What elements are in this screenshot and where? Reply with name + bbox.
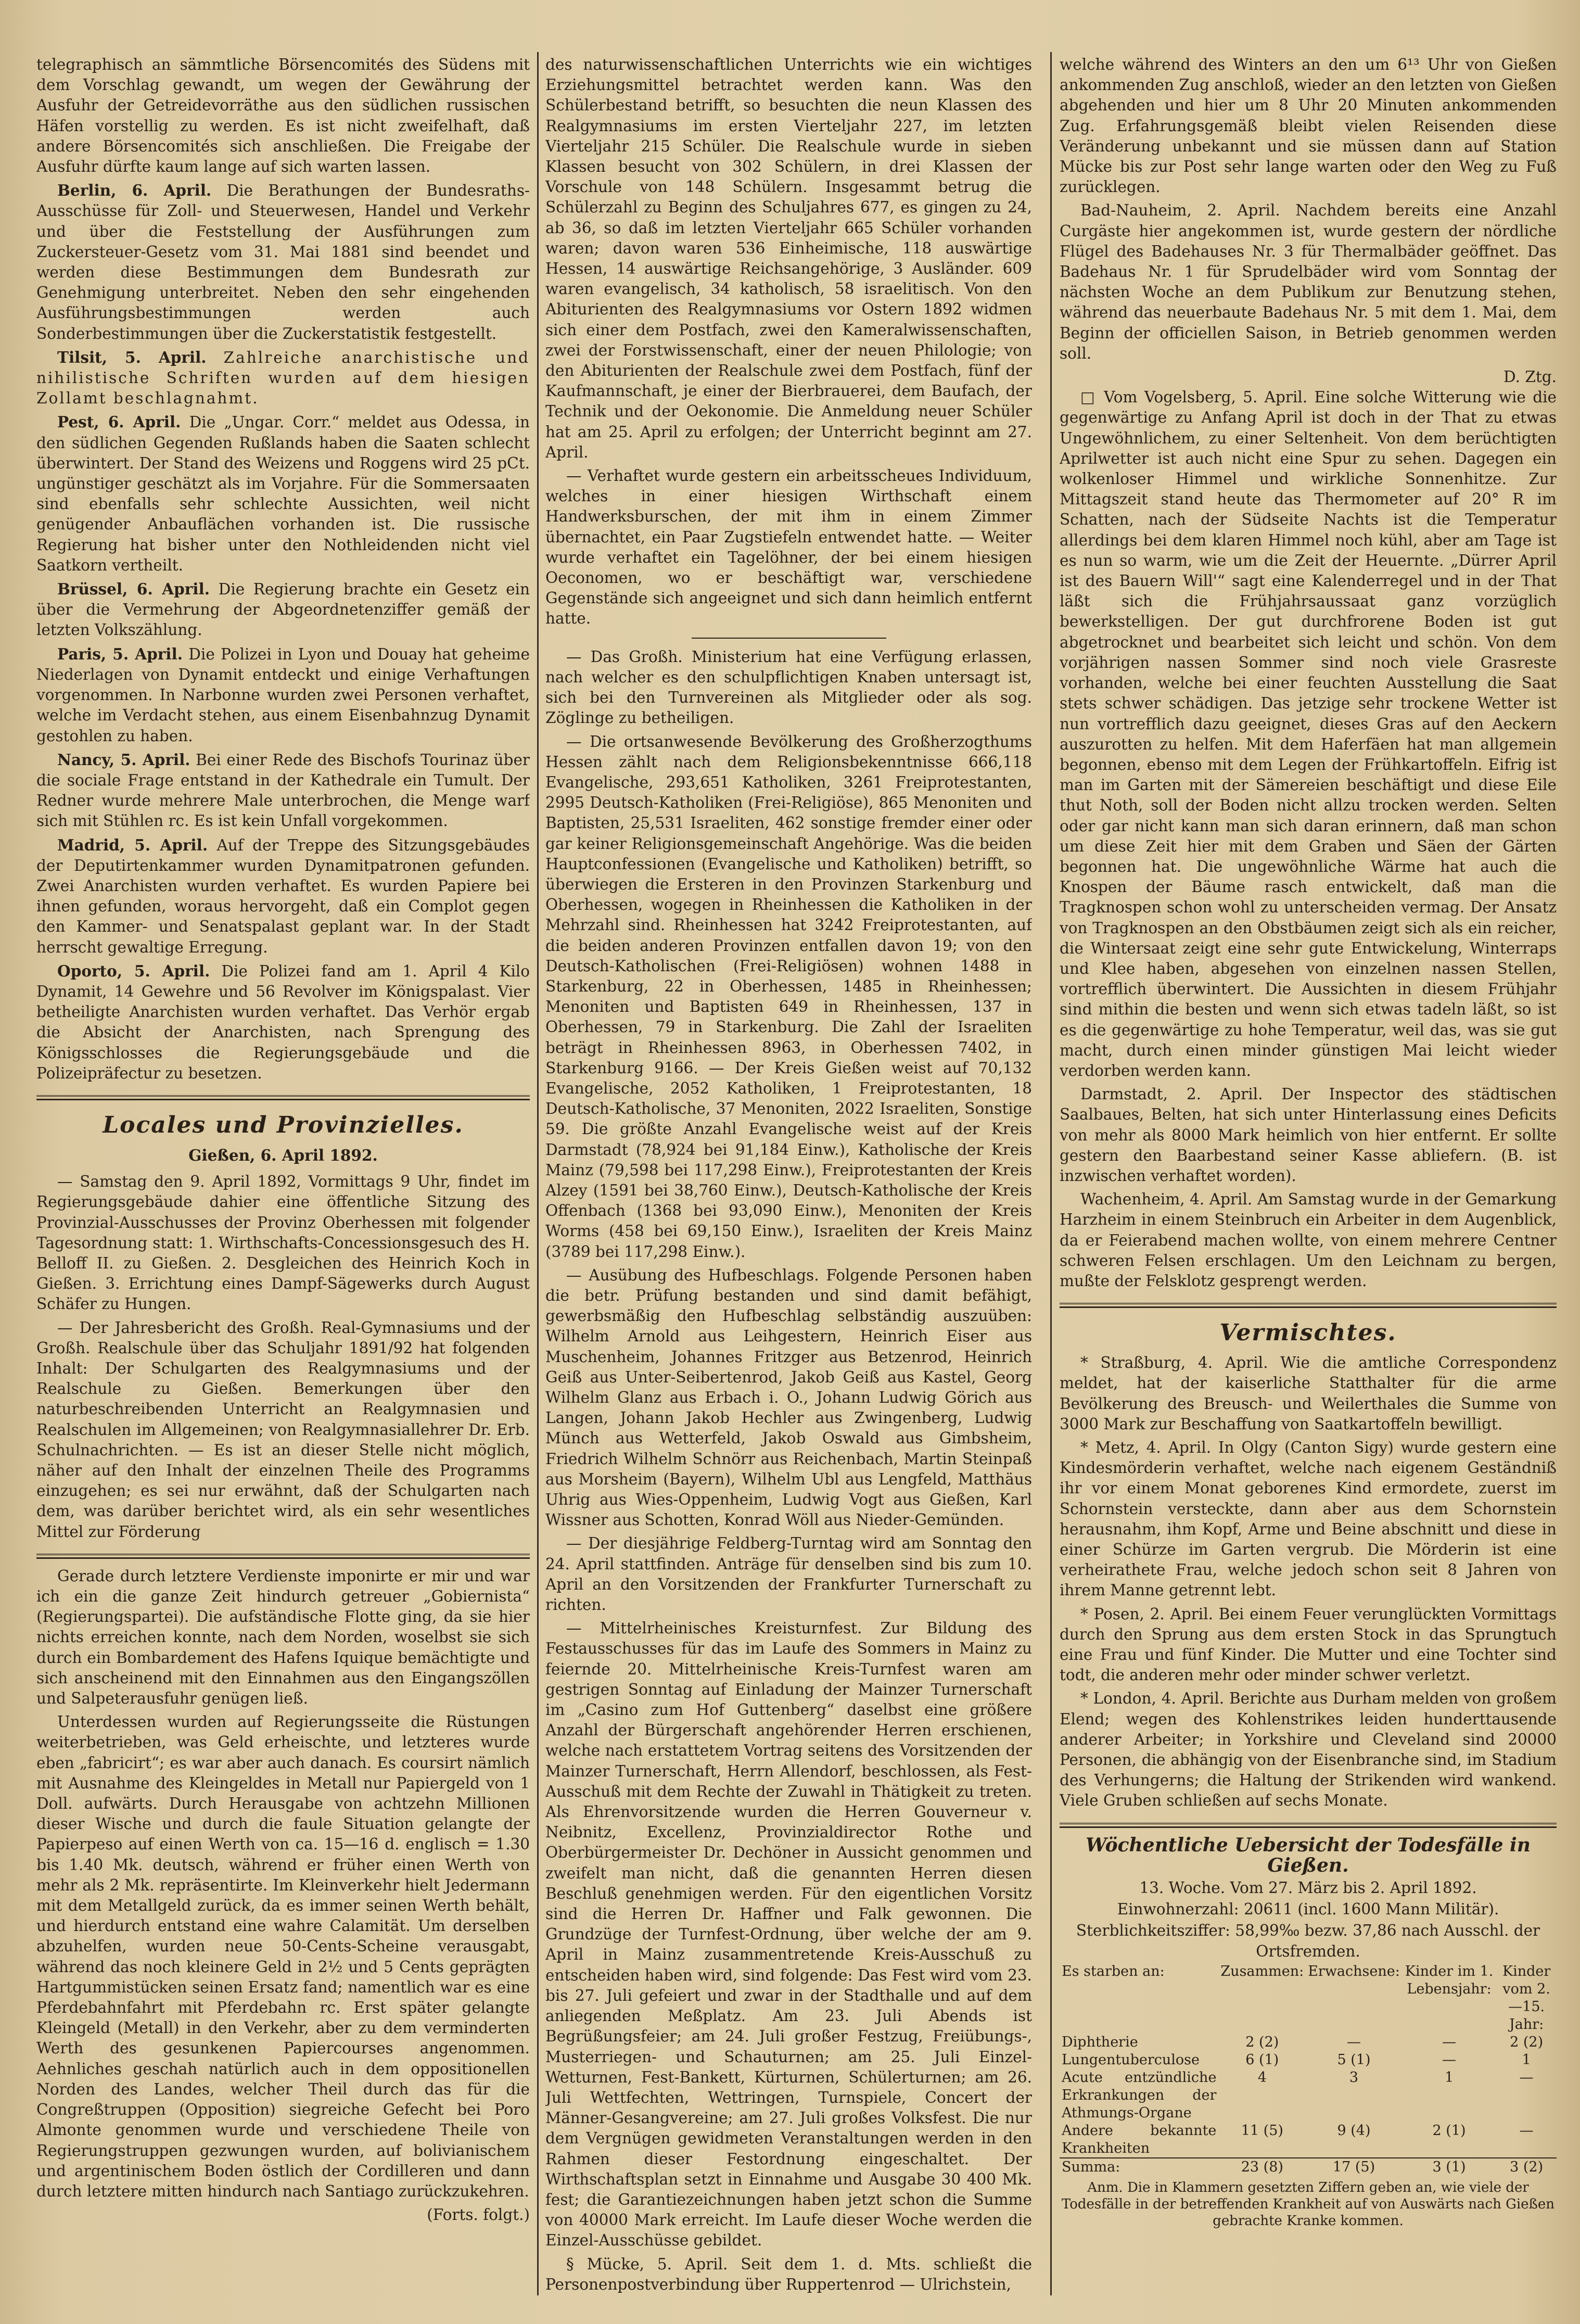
table-cell: —: [1442, 2034, 1457, 2050]
table-cell: 9 (4): [1337, 2122, 1371, 2139]
dateline: Oporto, 5. April.: [57, 961, 210, 980]
section-divider: [1060, 1303, 1557, 1308]
news-text: Bei einer Rede des Bischofs Tourinaz über die sociale Frage entstand in der Kathedrale ein Tumult. Der Redner wurde mehrere Male unterbrochen, die Menge warf sich mit Stühlen rc. Es ist kein Unfall vorgekommen.: [36, 751, 530, 830]
local-news-paragraph: — Mittelrheinisches Kreisturnfest. Zur Bildung des Festausschusses für das im Laufe des Sommers in Mainz zu feiernde 20. Mittelrheinische Kreis-Turnfest waren am gestrigen Sonntag auf Einladung der Mainzer Turnerschaft im „Casino zum Hof Guttenberg“ daselbst eine größere Anzahl der Bürgerschaft angehörender Herren erschienen, welche nach erstattetem Vortrag seitens des Vorsitzenden der Mainzer Turnerschaft, Herrn Allendorf, beschlossen, als Fest-Ausschuß mit dem Rechte der Zuwahl in Thätigkeit zu treten. Als Ehrenvorsitzende wurden die Herren Gouverneur v. Neibnitz, Excellenz, Provinzialdirector Rothe und Oberbürgermeister Dr. Dechöner in Aussicht genommen und zweifelt man nicht, daß die genannten Herren diesen Beschluß genehmigen werden. Für den eigentlichen Vorsitz sind die Herren Dr. Haffner und Falk gewonnen. Die Grundzüge der Turnfest-Ordnung, über welche der am 9. April in Mainz zusammentretende Kreis-Ausschuß zu entscheiden haben wird, sind folgende: Das Fest wird vom 23. bis 27. Juli gefeiert und zwar in der Stadthalle und auf dem anliegenden Meßplatz. Am 23. Juli Abends ist Begrüßungsfeier; am 24. Juli großer Festzug, Freiübungs-, Musterriegen- und Schauturnen; am 25. Juli Einzel-Wetturnen, Fest-Bankett, Kürturnen, Schülerturnen; am 26. Juli Wettfechten, Wettringen, Turnspiele, Concert der Männer-Gesangvereine; am 27. Juli großes Volksfest. Die nur dem Vergnügen gewidmeten Veranstaltungen werden in den Rahmen dieser Festordnung eingeschaltet. Der Wirthschaftsplan setzt in Einnahme und Ausgabe 30 400 Mk. fest; die Garantiezeichnungen haben jetzt schon die Summe von 40000 Mark erreicht. Im Laufe dieser Woche werden die Einzel-Ausschüsse gebildet.: [545, 1619, 1032, 2250]
misc-news-paragraph: * Metz, 4. April. In Olgy (Canton Sigy) wurde gestern eine Kindesmörderin verhaftet, welche nach eigenem Geständniß ihr vor einem Monat geborenes Kind ermordete, zuerst im Schornstein versteckte, dann aber aus dem Schornstein herausnahm, ihm Kopf, Arme und Beine abschnitt und diese in einer Schürze im Garten vergrub. Die Mörderin ist eine verheirathete Frau, welche jedoch schon seit 8 Jahren von ihrem Manne getrennt lebt.: [1060, 1439, 1557, 1599]
feuilleton-paragraph: Gerade durch letztere Verdienste imponirte er mir und war ich ein die ganze Zeit hindurch getreuer „Gobiernista“ (Regierungspartei). Die aufständische Flotte ging, da sie hier nichts erreichen konnte, nach dem Norden, woselbst sie sich durch ein Bombardement des Hafens Iquique bemächtigte und sich anscheinend mit den Einnahmen aus den Eingangszöllen und Salpeterausfuhr genügen ließ.: [36, 1567, 530, 1708]
table-cell: Andere bekannte Krankheiten: [1062, 2122, 1217, 2156]
news-text: Zahlreiche anarchistische und nihilistische Schriften wurden auf dem hiesigen Zollamt beschlagnahmt.: [36, 348, 530, 408]
dateline: Tilsit, 5. April.: [57, 348, 207, 366]
table-cell: 5 (1): [1337, 2051, 1371, 2068]
dateline: Berlin, 6. April.: [57, 181, 212, 200]
news-text: Die Polizei in Lyon und Douay hat geheime Niederlagen von Dynamit entdeckt und einige Verhaftungen vorgenommen. In Narbonne wurden zwei Personen verhaftet, welche im Verdacht stehen, aus einem Eisenbahnzug Dynamit gestohlen zu haben.: [36, 645, 530, 745]
news-item-nancy: [36, 750, 530, 832]
dateline: Madrid, 5. April.: [57, 835, 208, 854]
table-row: [1060, 2034, 1557, 2051]
table-cell: 11 (5): [1241, 2122, 1283, 2139]
news-item-berlin: [36, 180, 530, 344]
statistics-population: Einwohnerzahl: 20611 (incl. 1600 Mann Militär).: [1117, 1900, 1499, 1919]
section-divider: [1060, 1823, 1557, 1828]
column-rule: [537, 52, 539, 2295]
feuilleton-paragraph: Unterdessen wurden auf Regierungsseite die Rüstungen weiterbetrieben, was Geld erheischte, und letzteres wurde eben „fabricirt“; es war aber auch danach. Es coursirt nämlich mit Ausnahme des Kleingeldes in Metall nur Papiergeld von 1 Doll. aufwärts. Durch Herausgabe von achtzehn Millionen dieser Wische und durch die faule Situation gelangte der Papierpeso auf einen Werth von ca. 15—16 d. englisch = 1.30 bis 1.40 Mk. deutsch, während er früher einen Werth von mehr als 2 Mk. repräsentirte. Im Kleinverkehr hielt Jedermann mit dem Metallgeld zurück, da es immer seinen Werth behält, und hierdurch entstand eine wahre Calamität. Um derselben abzuhelfen, wurden neue 50-Cents-Scheine verausgabt, während das noch kleinere Geld in 2½ und 5 Cents geprägten Hartgummistücken seinen Ersatz fand; namentlich war es eine Pferdebahnfahrt mit Pferdebahn rc. Erst später gelangte Kleingeld (Metall) in den Verkehr, aber zu dem verminderten Werth des gesunkenen Papiercourses angenommen. Aehnliches geschah natürlich auch in dem oppositionellen Norden des Landes, welcher Theil durch das für die Congreßtruppen (Opposition) siegreiche Gefecht bei Poro Almonte genommen wurde und verschiedene Theile von Regierungstruppen gezwungen wurden, auf bolivianischem und argentinischem Boden östlich der Cordilleren und dann durch letztere mitten hindurch nach Santiago zurückzukehren.: [36, 1713, 530, 2200]
separator: [692, 638, 886, 639]
table-sum-row: [1060, 2158, 1557, 2176]
local-news-paragraph: — Die ortsanwesende Bevölkerung des Großherzogthums Hessen zählt nach dem Religionsbekenntnisse 666,118 Evangelische, 293,651 Katholiken, 3261 Freiprotestanten, 2995 Deutsch-Katholiken (Frei-Religiöse), 865 Menoniten und Baptisten, 25,531 Israeliten, 462 sonstige fremder einer oder gar keiner Religionsgemeinschaft Angehörige. Was die beiden Hauptconfessionen (Evangelische und Katholiken) betrifft, so überwiegen die Ersteren in den Provinzen Starkenburg und Oberhessen, wogegen in Rheinhessen die Katholiken in der Mehrzahl sind. Rheinhessen hat 3242 Freiprotestanten, auf die beiden anderen Provinzen entfallen davon 19; von den Deutsch-Katholischen (Frei-Religiösen) wohnen 1488 in Starkenburg, 22 in Oberhessen, 1485 in Rheinhessen; Menoniten und Baptisten 649 in Rheinhessen, 137 in Oberhessen, 79 in Starkenburg. Die Zahl der Israeliten beträgt in Rheinhessen 8963, in Oberhessen 7402, in Starkenburg 9166. — Der Kreis Gießen weist auf 70,132 Evangelische, 2052 Katholiken, 1 Freiprotestanten, 18 Deutsch-Katholische, 37 Menoniten, 2022 Israeliten, Sonstige 59. Die größte Anzahl Evangelische weist auf der Kreis Darmstadt (78,924 bei 91,184 Einw.), Katholische der Kreis Mainz (79,598 bei 117,298 Einw.), Freiprotestanten der Kreis Alzey (1591 bei 38,760 Einw.), Deutsch-Katholische der Kreis Offenbach (1368 bei 93,090 Einw.), Menoniten der Kreis Worms (458 bei 69,150 Einw.), Israeliten der Kreis Mainz (3789 bei 117,298 Einw.).: [545, 732, 1032, 1261]
table-header-cell: Erwachsene:: [1308, 1963, 1400, 1979]
table-cell: —: [1519, 2122, 1534, 2139]
source-signature: D. Ztg.: [1503, 368, 1557, 386]
news-item-paris: [36, 644, 530, 746]
column-1: [36, 55, 530, 2293]
section-heading: Vermischtes.: [1219, 1319, 1397, 1347]
column-2: [545, 55, 1032, 2293]
table-cell: Diphtherie: [1062, 2034, 1138, 2050]
misc-news-paragraph: * Straßburg, 4. April. Wie die amtliche Correspondenz meldet, hat der kaiserliche Statthalter für die arme Bevölkerung des Breusch- und Weilerthales die Summe von 3000 Mark zur Beschaffung von Saatkartoffeln bewilligt.: [1060, 1354, 1557, 1433]
table-cell: Lungentuberculose: [1062, 2051, 1200, 2068]
table-cell: Summa:: [1060, 2158, 1218, 2176]
table-cell: 2 (1): [1432, 2122, 1466, 2139]
table-header-cell: Zusammen:: [1220, 1963, 1304, 1979]
news-item-bruessel: [36, 579, 530, 641]
local-news-paragraph: — Verhaftet wurde gestern ein arbeitsscheues Individuum, welches in einer hiesigen Wirthschaft einem Handwerksburschen, der mit ihm in einem Zimmer übernachtet, ein Paar Zugstiefeln entwendet hatte. — Weiter wurde verhaftet ein Tagelöhner, der bei einem hiesigen Oeconomen, wo er beschäftigt war, verschiedene Gegenstände sich angeeignet und sich dann heimlich entfernt hatte.: [545, 467, 1032, 628]
news-text: Auf der Treppe des Sitzungsgebäudes der Deputirtenkammer wurden Dynamitpatronen gefunden. Zwei Anarchisten wurden verhaftet. Es wurden Papiere bei ihnen gefunden, woraus hervorgeht, daß ein Complot gegen den Kammer- und Senatspalast geplant war. In der Stadt herrscht gewaltige Erregung.: [36, 836, 530, 956]
table-cell: 2 (2): [1245, 2034, 1279, 2050]
news-text: Die Regierung brachte ein Gesetz ein über die Vermehrung der Abgeordnetenziffer gemäß der letzten Volkszählung.: [36, 580, 530, 639]
statistics-rate: Sterblichkeitsziffer: 58,99‰ bezw. 37,86 nach Ausschl. der Ortsfremden.: [1076, 1922, 1540, 1960]
table-header-cell: Kinder im 1. Lebensjahr:: [1405, 1963, 1494, 1997]
table-row: [1060, 2069, 1557, 2122]
table-cell: —: [1347, 2034, 1361, 2050]
article-paragraph: telegraphisch an sämmtliche Börsencomités des Südens mit dem Vorschlag gewandt, um wegen der Gewährung der Ausfuhr der Getreidevorräthe aus den südlichen russischen Häfen vorstellig zu werden. Es ist nicht zweifelhaft, daß andere Börsencomités sich anschließen. Die Freigabe der Ausfuhr dürfte kaum lange auf sich warten lassen.: [36, 56, 530, 176]
news-text: Die Polizei fand am 1. April 4 Kilo Dynamit, 14 Gewehre und 56 Revolver im Königspalast. Vier betheiligte Anarchisten wurden verhaftet. Das Verhör ergab die Absicht der Anarchisten, nach Sprengung des Königsschlosses die Regierungsgebäude und die Polizeipräfectur zu besetzen.: [36, 962, 530, 1082]
dateline: Pest, 6. April.: [57, 413, 181, 431]
table-header-cell: Es starben an:: [1062, 1963, 1165, 1979]
statistics-week: 13. Woche. Vom 27. März bis 2. April 1892.: [1139, 1879, 1477, 1897]
section-heading: Locales und Provinzielles.: [103, 1111, 464, 1138]
table-cell: 3 (1): [1402, 2158, 1496, 2176]
local-news-paragraph: — Der Jahresbericht des Großh. Real-Gymnasiums und der Großh. Realschule über das Schuljahr 1891/92 hat folgenden Inhalt: Der Schulgarten des Realgymnasiums und der Realschule zu Gießen. Bemerkungen über den naturbeschreibenden Unterricht an Realgymnasien und Realschulen im Allgemeinen; von Realgymnasiallehrer Dr. Erb. Schulnachrichten. — Es ist an dieser Stelle nicht möglich, näher auf den Inhalt der einzelnen Theile des Programms einzugehen; es sei nur erwähnt, daß der Schulgarten nach dem, was darüber berichtet wird, als ein sehr wesentliches Mittel zur Förderung: [36, 1318, 530, 1541]
dateline: Nancy, 5. April.: [57, 750, 190, 769]
table-cell: 3 (2): [1496, 2158, 1557, 2176]
deaths-table: [1060, 1963, 1557, 2176]
continuation-note: (Forts. folgt.): [427, 2206, 530, 2224]
table-cell: 23 (8): [1218, 2158, 1306, 2176]
local-news-paragraph: — Der diesjährige Feldberg-Turntag wird am Sonntag den 24. April stattfinden. Anträge für denselben sind bis zum 10. April an den Vorsitzenden der Frankfurter Turnerschaft zu richten.: [545, 1534, 1032, 1614]
table-cell: 2 (2): [1510, 2034, 1544, 2050]
table-header-cell: Kinder vom 2.—15. Jahr:: [1502, 1963, 1551, 2033]
misc-news-paragraph: * Posen, 2. April. Bei einem Feuer verunglückten Vormittags durch den Sprung aus dem ersten Stock in das Sprungtuch eine Frau und fünf Kinder. Die Mutter und eine Tochter sind todt, die anderen mehr oder minder schwer verletzt.: [1060, 1605, 1557, 1684]
misc-news-paragraph: * London, 4. April. Berichte aus Durham melden von großem Elend; wegen des Kohlenstrikes leiden hunderttausende anderer Arbeiter; in Yorkshire und Cleveland sind 20000 Personen, die abhängig von der Eisenbranche sind, im Stadium des Verhungerns; die Haltung der Strikenden wird wankend. Viele Gruben schließen auf sechs Monate.: [1060, 1690, 1557, 1810]
table-cell: —: [1442, 2051, 1457, 2068]
news-item-tilsit: [36, 347, 530, 409]
news-text: Die Berathungen der Bundesraths-Ausschüsse für Zoll- und Steuerwesen, Handel und Verkehr und über die Feststellung der Ausführungen zum Zuckersteuer-Gesetz vom 31. Mai 1881 sind beendet und werden diese Bestimmungen dem Bundesrath zur Genehmigung unterbreitet. Neben den sehr eingehenden Ausführungsbestimmungen werden auch Sonderbestimmungen über die Zuckerstatistik festgestellt.: [36, 182, 530, 342]
local-news-paragraph: — Samstag den 9. April 1892, Vormittags 9 Uhr, findet im Regierungsgebäude dahier eine öffentliche Sitzung des Provinzial-Ausschusses der Provinz Oberhessen mit folgender Tagesordnung statt: 1. Wirthschafts-Concessionsgesuch des H. Belloff II. zu Gießen. 2. Desgleichen des Heinrich Koch in Gießen. 3. Errichtung eines Dampf-Sägewerks durch August Schäfer zu Hungen.: [36, 1173, 530, 1313]
news-item-madrid: [36, 835, 530, 958]
table-row: [1060, 2051, 1557, 2069]
section-divider: [36, 1095, 530, 1100]
section-dateline: Gießen, 6. April 1892.: [188, 1146, 378, 1164]
table-cell: 3: [1349, 2069, 1359, 2086]
feuilleton-divider: [36, 1554, 530, 1559]
table-cell: 1: [1444, 2069, 1454, 2086]
local-news-paragraph: Wachenheim, 4. April. Am Samstag wurde in der Gemarkung Harzheim in einem Steinbruch ein Arbeiter in dem Augenblick, da er Feierabend machen wollte, von einem mehrere Centner schweren Felsen erschlagen. Um den Leichnam zu bergen, mußte der Felsklotz gesprengt werden.: [1060, 1190, 1557, 1290]
local-news-paragraph: — Das Großh. Ministerium hat eine Verfügung erlassen, nach welcher es den schulpflichtigen Knaben untersagt ist, sich bei den Turnvereinen als Mitglieder oder als sog. Zöglinge zu betheiligen.: [545, 647, 1032, 727]
table-header-row: [1060, 1963, 1557, 2034]
dateline: Paris, 5. April.: [57, 644, 183, 663]
table-cell: —: [1519, 2069, 1534, 2086]
statistics-title: Wöchentliche Uebersicht der Todesfälle in Gießen.: [1086, 1834, 1531, 1876]
column-3: [1060, 55, 1557, 2293]
table-cell: 17 (5): [1306, 2158, 1402, 2176]
table-cell: Acute entzündliche Erkrankungen der Athmungs-Organe: [1062, 2069, 1217, 2121]
table-row: [1060, 2122, 1557, 2158]
local-news-paragraph: □ Vom Vogelsberg, 5. April. Eine solche Witterung wie die gegenwärtige zu Anfang April ist doch in der That zu etwas Ungewöhnlichem, zu einer Seltenheit. Von dem berüchtigten Aprilwetter ist auch nicht eine Spur zu sehen. Dagegen ein wolkenloser Himmel und wirkliche Sonnenhitze. Zur Mittagszeit stand heute das Thermometer auf 20° R im Schatten, nach der Südseite Nachts ist die Temperatur allerdings bei dem klaren Himmel noch kühl, aber am Tage ist es nun so warm, wie um die Zeit der Heuernte. „Dürrer April ist des Bauern Will'“ sagt eine Kalenderregel und in der That läßt sich die Frühjahrsaussaat ganz vorzüglich bewerkstelligen. Der gut durchfrorene Boden ist gut abgetrocknet und bearbeitet sich leicht und schön. Von dem vorjährigen nassen Sommer sind noch viele Grasreste vorhanden, welche bei einer feuchten Ausstellung die Saat stets schwer schädigen. Das jetzige sehr trockene Wetter ist nun vortrefflich dazu geeignet, dieses Gras auf den Aeckern auszurotten zu helfen. Mit dem Haferfäen hat man allgemein begonnen, ebenso mit dem Legen der Frühkartoffeln. Eifrig ist man im Garten mit der Sämereien beschäftigt und diese Eile thut Noth, soll der Boden nicht allzu trocken werden. Selten oder gar nicht kann man sich daran erinnern, daß man schon um diese Zeit hier mit dem Graben und Säen der Gärten begonnen hat. Die ungewöhnliche Wärme hat auch die Knospen der Bäume rasch entwickelt, daß man die Tragknospen schon wohl zu unterscheiden vermag. Der Ansatz von Tragknospen an den Obstbäumen zeigt sich als ein reicher, die Wintersaat zeigt eine sehr gute Entwickelung, Winterraps und Klee haben, abgesehen von einzelnen nassen Stellen, vortrefflich überwintert. Die Aussichten in diesem Frühjahr sind mithin die besten und wenn sich etwas tadeln läßt, so ist es die gegenwärtige zu hohe Temperatur, weil das, was sie gut macht, durch einen minder günstigen Mai leicht wieder verdorben werden kann.: [1060, 388, 1557, 1080]
news-text: Die „Ungar. Corr.“ meldet aus Odessa, in den südlichen Gegenden Rußlands haben die Saaten schlecht überwintert. Der Stand des Weizens und Roggens wird 25 pCt. ungünstiger geschätzt als im Vorjahre. Für die Sommersaaten sind ebenfalls sehr schlechte Aussichten, weil nicht genügender Anbauflächen vorhanden ist. Die russische Regierung hat bisher unter den Nothleidenden nicht viel Saatkorn vertheilt.: [36, 413, 530, 574]
news-item-oporto: [36, 961, 530, 1084]
table-cell: 6 (1): [1245, 2051, 1279, 2068]
dateline: Brüssel, 6. April.: [57, 580, 210, 599]
local-news-paragraph: Darmstadt, 2. April. Der Inspector des städtischen Saalbaues, Belten, hat sich unter Hinterlassung eines Deficits von mehr als 8000 Mark heimlich von hier entfernt. Er sollte gestern den Baarbestand seiner Kasse abliefern. (B. ist inzwischen verhaftet worden).: [1060, 1085, 1557, 1185]
local-news-paragraph: § Mücke, 5. April. Seit dem 1. d. Mts. schließt die Personenpostverbindung über Ruppertenrod — Ulrichstein,: [545, 2255, 1032, 2293]
statistics-note: Anm. Die in Klammern gesetzten Ziffern geben an, wie viele der Todesfälle in der betreffenden Krankheit auf von Auswärts nach Gießen gebrachte Kranke kommen.: [1061, 2179, 1555, 2229]
article-paragraph: des naturwissenschaftlichen Unterrichts wie ein wichtiges Erziehungsmittel betrachtet werden kann. Was den Schülerbestand betrifft, so besuchten die neun Klassen des Realgymnasiums im ersten Vierteljahr 227, im letzten Vierteljahr 215 Schüler. Die Realschule wurde in sieben Klassen besucht von 302 Schülern, in drei Klassen der Vorschule von 148 Schülern. Insgesammt betrug die Schülerzahl zu Beginn des Schuljahres 677, es gingen zu 24, ab 36, so daß im letzten Vierteljahr 665 Schüler vorhanden waren; davon waren 536 Einheimische, 118 auswärtige Hessen, 14 auswärtige Reichsangehörige, 3 Ausländer. 609 waren evangelisch, 34 katholisch, 58 israelitisch. Von den Abiturienten des Realgymnasiums vor Ostern 1892 widmen sich einer dem Postfach, zwei den Kameralwissenschaften, zwei der Forstwissenschaft, einer der neuen Philologie; von den Abiturienten der Realschule zwei dem Postfach, fünf der Kaufmannschaft, je einer der Bierbrauerei, dem Baufach, der Technik und der Oekonomie. Die Anmeldung neuer Schüler hat am 25. April zu erfolgen; der Unterricht beginnt am 27. April.: [545, 56, 1032, 461]
column-rule: [1050, 52, 1052, 2295]
table-cell: 1: [1522, 2051, 1531, 2068]
local-news-paragraph: — Ausübung des Hufbeschlags. Folgende Personen haben die betr. Prüfung bestanden und sind damit befähigt, gewerbsmäßig den Hufbeschlag selbständig auszuüben: Wilhelm Arnold aus Leihgestern, Heinrich Eiser aus Muschenheim, Johannes Fritzger aus Betzenrod, Heinrich Geiß aus Unter-Seibertenrod, Jakob Geiß aus Kastel, Georg Wilhelm Glanz aus Erbach i. O., Johann Ludwig Görich aus Langen, Johann Jakob Hechler aus Zwingenberg, Ludwig Münch aus Wetterfeld, Jakob Oswald aus Gimbsheim, Friedrich Wilhelm Schnörr aus Reichenbach, Martin Steinpaß aus Morsheim (Bayern), Wilhelm Ubl aus Lengfeld, Matthäus Uhrig aus Wies-Oppenheim, Ludwig Vogt aus Gießen, Karl Wissner aus Schotten, Konrad Wöll aus Nieder-Gemünden.: [545, 1266, 1032, 1529]
article-paragraph: welche während des Winters an den um 6¹³ Uhr von Gießen ankommenden Zug anschloß, wieder an den letzten von Gießen abgehenden und hier um 8 Uhr 20 Minuten ankommenden Zug. Erfahrungsgemäß bleibt vielen Reisenden diese Veränderung unbekannt und sie müssen dann auf Station Mücke bis zur Post sehr lange warten oder den Weg zu Fuß zurücklegen.: [1060, 56, 1557, 196]
news-item-pest: [36, 412, 530, 576]
table-cell: 4: [1257, 2069, 1267, 2086]
local-news-paragraph: Bad-Nauheim, 2. April. Nachdem bereits eine Anzahl Curgäste hier angekommen ist, wurde gestern der nördliche Flügel des Badehauses Nr. 3 für Thermalbäder geöffnet. Das Badehaus Nr. 1 für Sprudelbäder wird vom Sonntag der nächsten Woche an dem Publikum zur Benutzung stehen, während das neuerbaute Badehaus Nr. 5 mit dem 1. Mai, dem Beginn der officiellen Saison, in Betrieb genommen werden soll.: [1060, 201, 1557, 362]
